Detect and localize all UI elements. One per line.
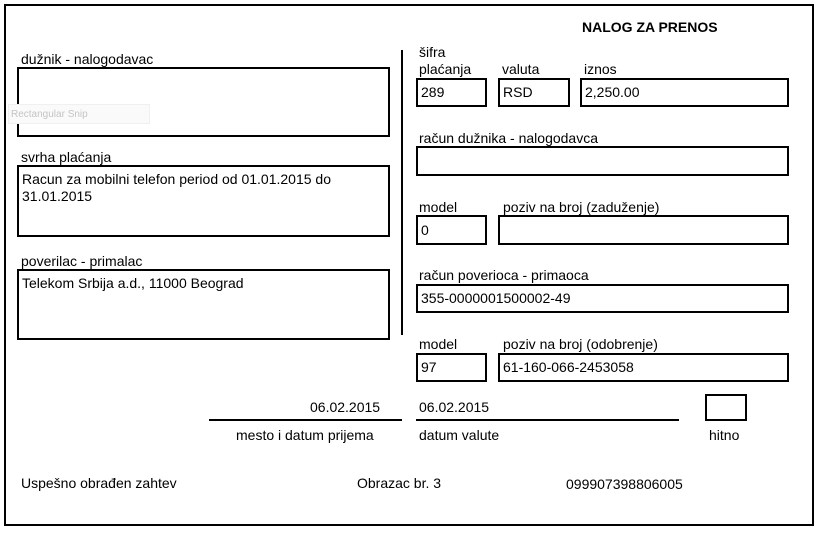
model-field-debit[interactable] <box>416 215 487 245</box>
payment-code-label-line2: plaćanja <box>419 61 472 77</box>
payment-code-field[interactable] <box>416 78 487 107</box>
receipt-date-label: mesto i datum prijema <box>236 427 374 443</box>
status-text: Uspešno obrađen zahtev <box>21 475 177 491</box>
payment-code-value: 289 <box>421 84 445 100</box>
creditor-account-label: račun poverioca - primaoca <box>419 267 589 283</box>
form-number: Obrazac br. 3 <box>357 475 442 491</box>
creditor-field[interactable] <box>17 269 390 340</box>
amount-field[interactable] <box>580 78 789 107</box>
currency-field[interactable] <box>498 78 570 107</box>
creditor-value: Telekom Srbija a.d., 11000 Beograd <box>22 275 244 291</box>
model-label-debit: model <box>419 199 458 215</box>
creditor-label: poverilac - primalac <box>21 253 143 269</box>
value-date-label: datum valute <box>419 427 500 443</box>
value-date-line <box>416 419 679 421</box>
receipt-date-line <box>209 419 402 421</box>
purpose-value: Racun za mobilni telefon period od 01.01.2015 do 31.01.2015 <box>22 171 331 204</box>
model-label-credit: model <box>419 336 458 352</box>
model-value-credit: 97 <box>421 359 437 375</box>
purpose-field[interactable] <box>17 165 390 237</box>
amount-label: iznos <box>584 61 617 77</box>
receipt-date-value: 06.02.2015 <box>310 399 381 415</box>
amount-value: 2,250.00 <box>585 84 640 100</box>
payment-code-label-line1: šifra <box>419 44 446 60</box>
form-title: NALOG ZA PRENOS <box>582 19 718 35</box>
currency-value: RSD <box>503 84 533 100</box>
urgent-checkbox[interactable] <box>705 394 747 421</box>
reference-debit-label: poziv na broj (zaduženje) <box>503 199 660 215</box>
purpose-label: svrha plaćanja <box>21 149 112 165</box>
reference-credit-field[interactable] <box>498 353 789 382</box>
debtor-account-label: račun dužnika - nalogodavca <box>419 130 599 146</box>
model-value-debit: 0 <box>421 222 429 238</box>
debtor-label: dužnik - nalogodavac <box>21 51 154 67</box>
reference-credit-value: 61-160-066-2453058 <box>503 359 634 375</box>
value-date-value: 06.02.2015 <box>419 399 490 415</box>
debtor-field[interactable] <box>17 67 390 137</box>
urgent-label: hitno <box>709 427 740 443</box>
reference-number: 099907398806005 <box>566 476 683 492</box>
debtor-account-field[interactable] <box>416 146 789 176</box>
creditor-account-value: 355-0000001500002-49 <box>421 290 571 306</box>
reference-credit-label: poziv na broj (odobrenje) <box>503 336 658 352</box>
reference-debit-field[interactable] <box>498 215 789 245</box>
column-divider <box>401 50 403 335</box>
creditor-account-field[interactable] <box>416 284 789 313</box>
currency-label: valuta <box>502 61 540 77</box>
rectangular-snip-overlay: Rectangular Snip <box>8 104 150 124</box>
model-field-credit[interactable] <box>416 353 487 382</box>
